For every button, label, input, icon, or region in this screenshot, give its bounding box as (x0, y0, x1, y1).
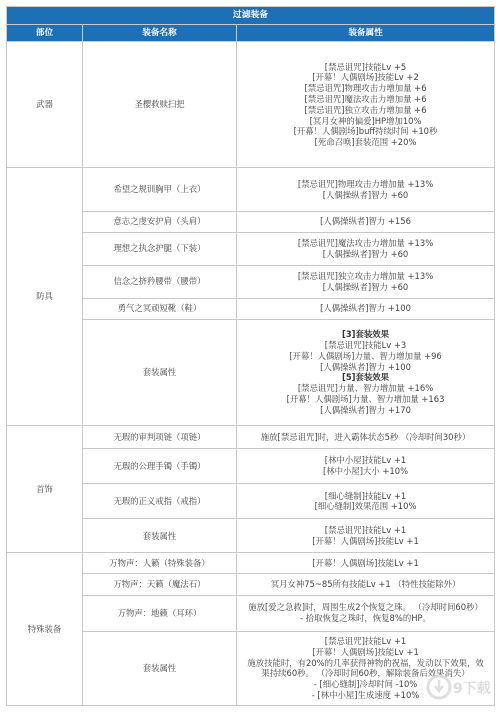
equipment-name-cell: 无瑕的审判项链（项链） (83, 426, 237, 449)
part-cell-special: 特殊装备 (7, 553, 83, 706)
equipment-attr-cell (237, 211, 495, 232)
set-effect-heading: [3]套装效果 (342, 329, 389, 340)
equipment-name-cell: 万物声：地籁（耳环） (83, 595, 237, 631)
equipment-attr-cell (237, 298, 495, 319)
attr-line: [开幕！人偶剧场]技能Lv +1 (312, 535, 419, 546)
watermark-text: 9下载 (453, 681, 491, 697)
equipment-name-cell: 套装属性 (83, 631, 237, 705)
attr-line: [禁忌诅咒]技能Lv +5 (324, 61, 407, 72)
equipment-attr-cell (237, 595, 495, 631)
table-header-row (7, 25, 495, 42)
attr-line: [林中小屋]技能Lv +1 (324, 455, 407, 466)
equipment-attr-cell (237, 484, 495, 519)
attr-line: - [林中小屋]生成速度 +10% (311, 689, 420, 700)
equipment-name-cell: 万物声：人籁（特殊装备） (83, 553, 237, 573)
equipment-name-cell: 无瑕的公理手镯（手镯） (83, 449, 237, 484)
attr-line: [禁忌诅咒]物理攻击力增加量 +6 (304, 83, 427, 94)
attr-line: [开幕！人偶剧场]技能Lv +1 (312, 646, 419, 657)
part-cell-armor: 防具 (7, 168, 83, 426)
attr-line: [禁忌诅咒]魔法攻击力增加量 +13% (297, 237, 434, 248)
attr-line: [禁忌诅咒]独立攻击力增加量 +13% (297, 270, 434, 281)
equipment-name-cell: 无瑕的正义戒指（戒指） (83, 484, 237, 519)
equipment-name-cell: 套装属性 (83, 319, 237, 425)
attr-line: - 拾取恢复之珠时，恢复8%的HP。 (300, 613, 431, 624)
attr-line: [细心缝制]技能Lv +1 (324, 490, 407, 501)
attr-line: [禁忌诅咒]物理攻击力增加量 +13% (297, 178, 434, 189)
attr-line: [开幕！人偶剧场]技能Lv +2 (312, 72, 419, 83)
equipment-attr-cell (237, 426, 495, 449)
attr-line: [开幕！人偶剧场]技能Lv +1 (312, 557, 419, 568)
equipment-name-cell: 意志之虔安护肩（头肩） (83, 211, 237, 232)
part-cell-weapon: 武器 (7, 42, 83, 168)
equipment-name-cell: 勇气之冥顽短靴（鞋） (83, 298, 237, 319)
attr-line: [人偶操纵者]智力 +156 (320, 216, 411, 227)
equipment-name-cell: 理想之执念护腿（下装） (83, 232, 237, 265)
attr-line: [开幕！人偶剧场]buff持续时间 +10秒 (293, 126, 438, 137)
equipment-attr-cell (237, 42, 495, 168)
equipment-name-cell: 套装属性 (83, 519, 237, 553)
equipment-name-cell: 希望之规训胸甲（上衣） (83, 168, 237, 211)
equipment-name-cell: 万物声：天籁（魔法石） (83, 573, 237, 595)
attr-line: [禁忌诅咒]技能Lv +1 (324, 525, 407, 536)
attr-line: [人偶操纵者]智力 +60 (322, 248, 409, 259)
attr-line: [开幕！人偶剧场]力量、智力增加量 +96 (289, 350, 442, 361)
attr-line: 施放技能时，有20%的几率获得神物的祝福，发动以下效果，效 (247, 657, 484, 668)
table-title-row (7, 7, 495, 25)
attr-line: [冥月女神的偏爱]HP增加10% (309, 115, 422, 126)
equipment-attr-cell (237, 449, 495, 484)
attr-line: [禁忌诅咒]魔法攻击力增加量 +6 (304, 93, 427, 104)
header-name: 装备名称 (83, 25, 237, 42)
equipment-attr-cell (237, 553, 495, 573)
attr-line: [林中小屋]大小 +10% (322, 466, 409, 477)
table-title: 过滤装备 (7, 7, 495, 25)
watermark-logo (426, 670, 491, 704)
attr-line: [禁忌诅咒]技能Lv +3 (324, 340, 407, 351)
table-row (7, 553, 495, 573)
attr-line: [人偶操纵者]智力 +60 (322, 281, 409, 292)
attr-line: [细心缝制]效果范围 +10% (314, 501, 417, 512)
equipment-attr-cell (237, 265, 495, 298)
table-row (7, 426, 495, 449)
attr-line: 施放[禁忌诅咒]时，进入霸体状态5秒 （冷却时间30秒） (260, 431, 471, 442)
attr-line: 果持续60秒。 （冷却时间60秒，解除装备后效果消失） (261, 668, 470, 679)
equipment-attr-cell (237, 319, 495, 425)
download-logo-icon (428, 676, 450, 698)
equipment-attr-cell (237, 573, 495, 595)
table-row (7, 42, 495, 168)
table-row (7, 168, 495, 211)
equipment-attr-cell (237, 168, 495, 211)
attr-line: 冥月女神75~85所有技能Lv +1 （特性技能除外） (270, 578, 461, 589)
attr-line: [人偶操纵者]智力 +60 (322, 189, 409, 200)
attr-line: 施放[爱之急救]时，周围生成2个恢复之珠。 （冷却时间60秒） (248, 602, 483, 613)
attr-line: [人偶操纵者]智力 +100 (320, 303, 411, 314)
equipment-name-cell: 信念之挤矜腰带（腰带） (83, 265, 237, 298)
attr-line: [死命召唤]套装范围 +20% (314, 137, 417, 148)
attr-line: [开幕！人偶剧场]力量、智力增加量 +163 (286, 394, 445, 405)
attr-line: [人偶操纵者]智力 +100 (320, 361, 411, 372)
header-part: 部位 (7, 25, 83, 42)
attr-line: [人偶操纵者]智力 +170 (320, 404, 411, 415)
part-cell-accessory: 首饰 (7, 426, 83, 553)
equipment-attr-cell (237, 519, 495, 553)
header-attr: 装备属性 (237, 25, 495, 42)
attr-line: - [细心缝制]冷却时间 -10% (313, 679, 418, 690)
attr-line: [禁忌诅咒]独立攻击力增加量 +6 (304, 104, 427, 115)
equipment-table (6, 6, 495, 706)
equipment-name-cell: 圣樱救赎扫把 (83, 42, 237, 168)
attr-line: [禁忌诅咒]力量、智力增加量 +16% (297, 383, 434, 394)
set-effect-heading: [5]套装效果 (342, 372, 389, 383)
equipment-attr-cell (237, 232, 495, 265)
attr-line: [禁忌诅咒]技能Lv +1 (324, 635, 407, 646)
